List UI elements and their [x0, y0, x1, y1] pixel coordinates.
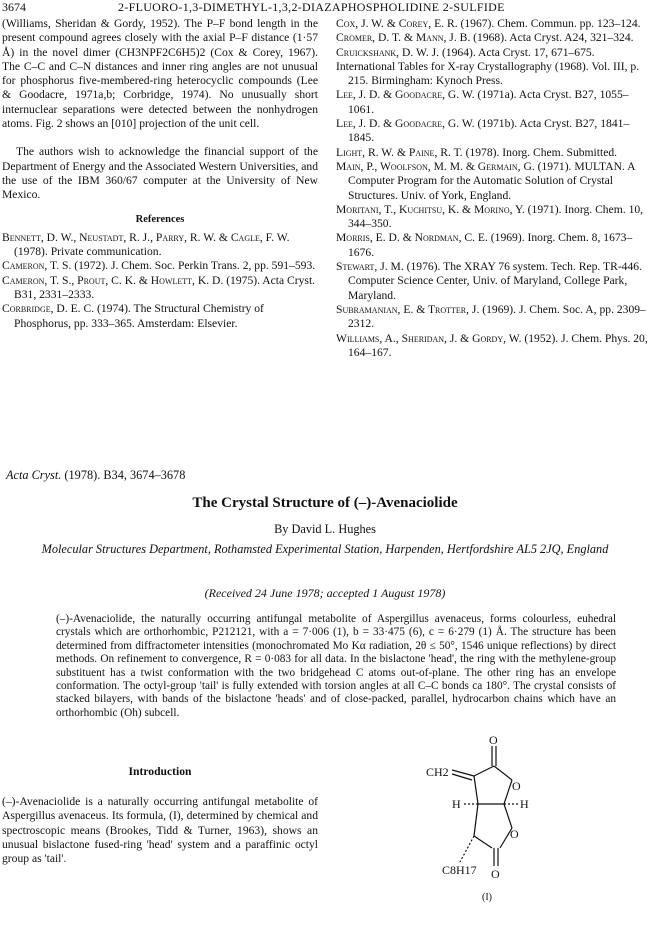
received-dates: (Received 24 June 1978; accepted 1 August 1978): [204, 586, 446, 600]
ring-bond: [504, 780, 512, 804]
reference-details: (1972). J. Chem. Soc. Perkin Trans. 2, pp. 591–593.: [74, 259, 316, 273]
reference-details: International Tables for X-ray Crystallography (1968). Vol. III, p. 215. Birmingham: Kynoch Press.: [336, 59, 640, 88]
reference-details: (1971b). Acta Cryst. B27, 1841–1845.: [348, 117, 630, 145]
atom-h-right: H: [520, 797, 529, 811]
reference-details: (1969). Inorg. Chem. 8, 1673–1676.: [348, 231, 633, 259]
introduction-heading: Introduction: [128, 765, 192, 778]
ring-bond: [474, 776, 478, 804]
atom-ch2: CH2: [426, 765, 449, 779]
reference-authors: Williams, A., Sheridan, J. & Gordy, W.: [336, 331, 522, 345]
reference-item: [336, 160, 648, 203]
reference-details: (1968). Acta Cryst. A24, 321–324.: [473, 31, 634, 45]
citation-journal: Acta Cryst.: [6, 468, 62, 482]
reference-authors: Light, R. W. & Paine, R. T.: [336, 145, 463, 159]
reference-authors: Subramanian, E. & Trotter, J.: [336, 302, 480, 316]
reference-authors: Corbridge, D. E. C.: [2, 302, 95, 316]
references-heading: References: [135, 213, 185, 225]
reference-item: [336, 332, 648, 361]
introduction-paragraph: (–)-Avenaciolide is a naturally occurring antifungal metabolite of Aspergillus avenaceus. Its formula, (I), determined by chemical and spectroscopic means (Brookes, Tidd & Turner, 1963), shows an unusual bislactone fused-ring 'head' system and a paraffinic octyl group as 'tail'.: [2, 795, 318, 866]
reference-item: [336, 31, 648, 45]
reference-item: [336, 17, 648, 31]
reference-details: (1971a). Acta Cryst. B27, 1055–1061.: [348, 88, 629, 116]
reference-details: (1952). J. Chem. Phys. 20, 164–167.: [348, 331, 648, 359]
atom-o-bottom: O: [491, 867, 500, 881]
reference-item: [336, 60, 648, 89]
reference-details: (1976). The XRAY 76 system. Tech. Rep. TR-446. Computer Science Center, Univ. of Maryland, College Park, Maryland.: [348, 260, 642, 302]
atom-o-ring2: O: [510, 827, 519, 841]
atom-c8h17: C8H17: [442, 863, 477, 877]
citation-details: (1978). B34, 3674–3678: [64, 468, 186, 482]
reference-item: [336, 88, 648, 117]
reference-details: (1964). Acta Cryst. 17, 671–675.: [441, 45, 595, 59]
reference-item: [336, 117, 648, 146]
atom-h-left: H: [452, 797, 461, 811]
reference-authors: Cruickshank, D. W. J.: [336, 45, 440, 59]
reference-item: [336, 260, 648, 303]
atom-o-ring1: O: [512, 779, 521, 793]
article-title: The Crystal Structure of (–)-Avenaciolide: [192, 495, 458, 511]
avenaciolide-structure-diagram: [420, 732, 580, 907]
octyl-bond: [460, 836, 474, 862]
article-citation: [6, 468, 185, 483]
article-byline: By David L. Hughes: [274, 522, 376, 536]
page-number: 3674: [2, 0, 26, 14]
reference-details: (1978). Inorg. Chem. Submitted.: [465, 145, 618, 159]
ring-bond: [504, 804, 512, 828]
reference-details: (1971). Inorg. Chem. 10, 344–350.: [348, 202, 644, 231]
reference-authors: Moritani, T., Kuchitsu, K. & Morino, Y.: [336, 202, 525, 216]
references-list-right: [336, 17, 648, 360]
reference-item: [336, 146, 648, 160]
reference-authors: Morris, E. D. & Nordman, C. E.: [336, 231, 488, 245]
reference-authors: Cameron, T. S.: [2, 259, 72, 273]
acknowledgement-paragraph: The authors wish to acknowledge the financial support of the Department of Energy and the Associated Western Universities, and the use of the IBM 360/67 computer at the University of New Mexico.: [2, 145, 318, 202]
reference-item: [2, 274, 318, 303]
reference-item: [336, 203, 648, 232]
prev-article-right-column: [336, 17, 648, 360]
reference-item: [2, 259, 318, 273]
reference-details: (1969). J. Chem. Soc. A, pp. 2309–2312.: [348, 302, 646, 331]
reference-details: (1974). The Structural Chemistry of Phosphorus, pp. 333–365. Amsterdam: Elsevier.: [14, 302, 264, 330]
ring-bond: [474, 836, 492, 848]
reference-authors: Cromer, D. T. & Mann, J. B.: [336, 31, 471, 45]
article-abstract: (–)-Avenaciolide, the naturally occurring antifungal metabolite of Aspergillus avenaceus, forms colourless, euhedral crystals which are orthorhombic, P212121, with a = 7·006 (1), b = 33·475 (6), c = 6·279 (1) Å. The structure has been determined from diffractometer intensities (monochromated Mo Kα radiation, 2θ ≤ 50°, 1546 unique reflections) by direct methods. On refinement to convergence, R = 0·083 for all data. In the bislactone 'head', the ring with the methylene-group substituent has a twist conformation with the two bridgehead C atoms out-of-plane. The other ring has an envelope conformation. The octyl-group 'tail' is fully extended with torsion angles at all C–C bonds ca 180°. The crystal consists of stacked bilayers, with bands of the bislactone 'heads' and of close-packed, parallel, hydrocarbon chains which have an orthorhombic (Oh) subcell.: [56, 613, 616, 719]
prev-article-left-column: [2, 17, 318, 331]
reference-authors: Main, P., Woolfson, M. M. & Germain, G.: [336, 159, 535, 173]
article-affiliation: Molecular Structures Department, Rothamsted Experimental Station, Harpenden, Hertfordshire AL5 2JQ, England: [41, 542, 609, 556]
reference-authors: Bennett, D. W., Neustadt, R. J., Parry, R. W. & Cagle, F. W.: [2, 230, 290, 244]
reference-details: (1967). Chem. Commun. pp. 123–124.: [460, 17, 641, 30]
atom-o-top: O: [489, 733, 498, 747]
body-paragraph: (Williams, Sheridan & Gordy, 1952). The P–F bond length in the present compound agrees closely with the axial P–F distance (1·57 Å) in the novel dimer (CH3NPF2C6H5)2 (Cox & Corey, 1967). The C–C and C–N distances and inner ring angles are not unusual for phosphorus five-membered-ring heterocyclic compounds (Lee & Goodacre, 1971a,b; Corbridge, 1974). No unusually short internuclear separations were detected between the nonhydrogen atoms. Fig. 2 shows an [010] projection of the unit cell.: [2, 17, 318, 131]
reference-authors: Cox, J. W. & Corey, E. R.: [336, 17, 458, 30]
reference-item: [2, 231, 318, 260]
compound-label: (I): [482, 892, 492, 903]
reference-details: (1978). Private communication.: [14, 245, 162, 259]
ring-bond: [494, 766, 512, 780]
reference-authors: Lee, J. D. & Goodacre, G. W.: [336, 117, 475, 131]
reference-details: (1975). Acta Cryst. B31, 2331–2333.: [14, 273, 316, 302]
reference-item: [336, 231, 648, 260]
ring-bond: [474, 804, 478, 836]
running-title: 2-FLUORO-1,3-DIMETHYL-1,3,2-DIAZAPHOSPHOLIDINE 2-SULFIDE: [118, 0, 505, 14]
ring-bond: [474, 766, 494, 776]
reference-item: [2, 302, 318, 331]
reference-authors: Cameron, T. S., Prout, C. K. & Howlett, K. D.: [2, 273, 224, 287]
reference-authors: Lee, J. D. & Goodacre, G. W.: [336, 88, 475, 102]
running-header: [0, 0, 650, 16]
reference-authors: Stewart, J. M.: [336, 260, 404, 274]
reference-item: [336, 303, 648, 332]
reference-details: (1971). MULTAN. A Computer Program for the Automatic Solution of Crystal Structures. Univ. of York, England.: [348, 159, 635, 202]
references-list-left: [2, 231, 318, 331]
reference-item: [336, 46, 648, 60]
